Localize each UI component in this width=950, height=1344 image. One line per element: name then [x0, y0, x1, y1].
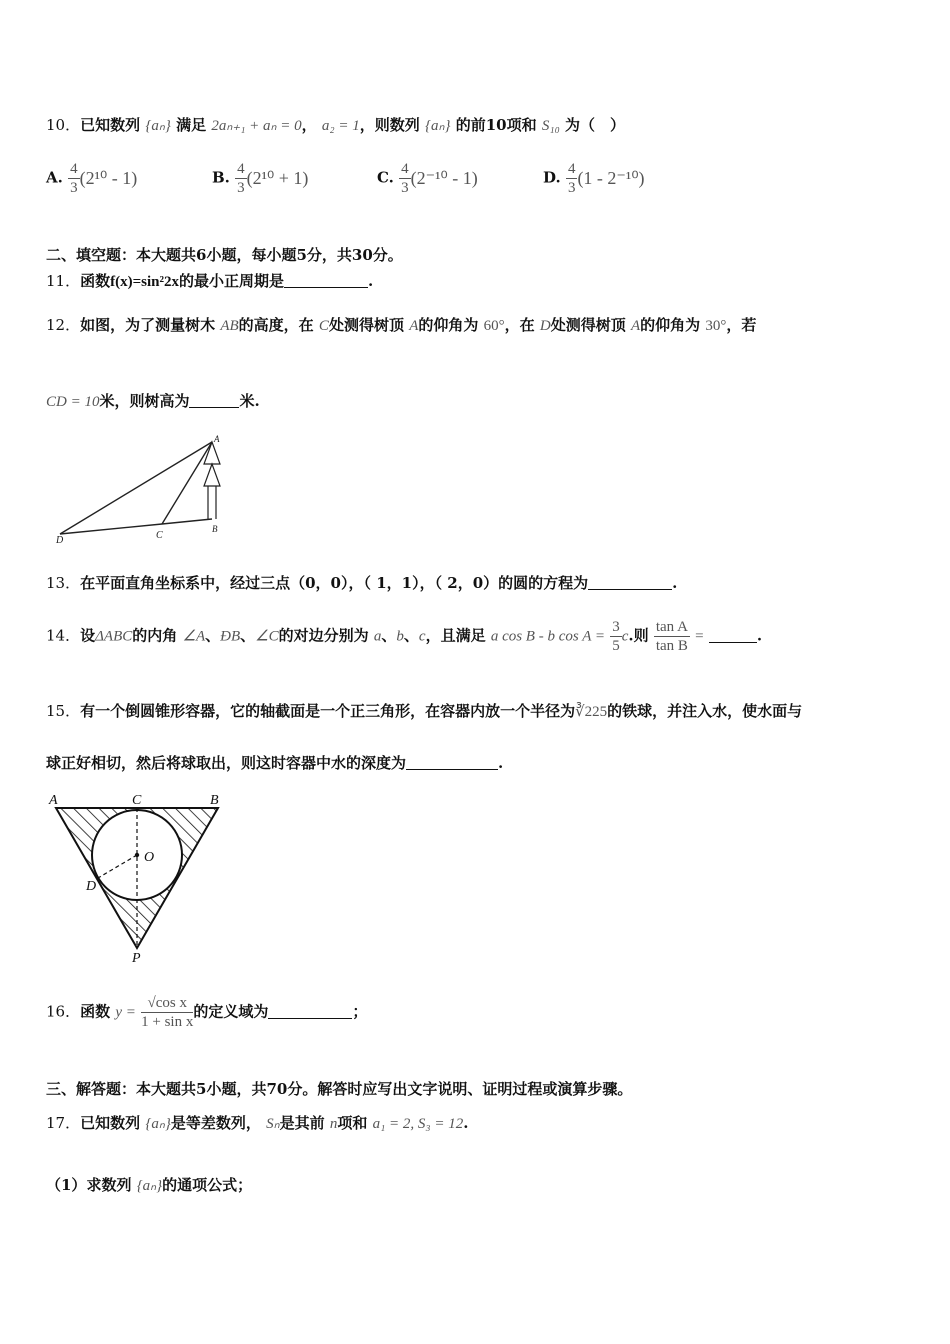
q17-stem: 17．已知数列 {aₙ}是等差数列， Sₙ是其前 n项和 a₁ = 2, S₃ = 12. — [46, 1114, 469, 1132]
answer-blank[interactable] — [284, 273, 368, 288]
fraction: $\frac{4}{3}$ — [70, 161, 78, 196]
fraction-tan-ratio: $\frac{\text{tan A}}{\text{tan B}}$ — [655, 619, 688, 654]
answer-blank[interactable] — [709, 628, 757, 643]
answer-blank[interactable] — [406, 755, 498, 770]
label-p: P — [132, 951, 141, 966]
q13-stem: 13．在平面直角坐标系中，经过三点（0，0），（ 1，1），（ 2，0）的圆的方程为 . — [46, 574, 678, 592]
domain-fraction: $\frac{\text{√cos x}}{\text{1 + sin x}}$ — [141, 995, 194, 1030]
label-b: B — [212, 524, 218, 534]
initial-term: a₂ = 1 — [321, 118, 360, 134]
answer-blank[interactable] — [189, 393, 239, 408]
function-expression: f(x)=sin²2x — [110, 274, 179, 290]
q10-number: 10． — [46, 116, 81, 134]
label-o: O — [144, 850, 155, 865]
radius-value: ∛225 — [575, 704, 608, 720]
label-c: C — [156, 530, 163, 541]
label-b: B — [210, 793, 219, 808]
recurrence: 2aₙ₊₁ + aₙ = 0 — [211, 118, 302, 134]
q15-stem-cont: 球正好相切，然后将球取出，则这时容器中水的深度为 . — [46, 754, 504, 772]
q14-stem: 14．设ΔABC的内角 ∠A、ÐB、∠C的对边分别为 a、b、c，且满足 a cos B - b cos A = $\frac{3}{5}$ c.则 $\frac{\text{tan A}}{\text{tan B}}$ = . — [46, 619, 763, 654]
option-d[interactable]: D. $\frac{4}{3}$ (1 - 2⁻¹⁰) — [543, 161, 645, 196]
cone-cross-section-figure — [40, 788, 240, 968]
q12-stem-cont: CD = 10米，则树高为 米. — [46, 392, 260, 410]
answer-blank[interactable] — [588, 575, 672, 590]
tree-height-figure — [50, 430, 230, 545]
option-b[interactable]: B. $\frac{4}{3}$ (2¹⁰ + 1) — [212, 161, 309, 196]
answer-blank[interactable] — [268, 1004, 352, 1019]
label-c: C — [132, 793, 142, 808]
label-d: D — [56, 535, 64, 545]
label-a: A — [214, 434, 220, 444]
fraction-three-fifths: $\frac{3}{5}$ — [612, 619, 620, 654]
q10-stem: 10．已知数列 {aₙ} 满足 2aₙ₊₁ + aₙ = 0， a₂ = 1，则数列 {aₙ} 的前10项和 S₁₀ 为（ ） — [46, 116, 626, 134]
option-c[interactable]: C. $\frac{4}{3}$ (2⁻¹⁰ - 1) — [377, 161, 478, 196]
section-heading: 二、填空题：本大题共6小题，每小题5分，共30分。 — [46, 246, 403, 264]
fraction: $\frac{4}{3}$ — [567, 161, 576, 196]
section-heading: 三、解答题：本大题共5小题，共70分。解答时应写出文字说明、证明过程或演算步骤。 — [46, 1080, 633, 1098]
q16-stem: 16．函数 y = $\frac{\text{√cos x}}{\text{1 + sin x}}$ 的定义域为 ； — [46, 995, 368, 1030]
q11-stem: 11．函数f(x)=sin²2x的最小正周期是 . — [46, 272, 374, 290]
label-a: A — [49, 793, 58, 808]
label-d: D — [86, 879, 97, 894]
sum-symbol: S₁₀ — [541, 118, 560, 134]
q17-part1: （1）求数列 {aₙ}的通项公式； — [46, 1176, 253, 1194]
given-conditions: a₁ = 2, S₃ = 12 — [372, 1116, 464, 1132]
option-a[interactable]: A. $\frac{4}{3}$ (2¹⁰ - 1) — [46, 161, 138, 196]
q12-stem: 12．如图，为了测量树木 AB的高度，在 C处测得树顶 A的仰角为 60°，在 D处测得树顶 A的仰角为 30°，若 — [46, 316, 757, 334]
seq-symbol: {aₙ} — [145, 118, 171, 134]
fraction: $\frac{4}{3}$ — [237, 161, 245, 196]
q15-stem: 15．有一个倒圆锥形容器，它的轴截面是一个正三角形，在容器内放一个半径为∛225的铁球，并注入水，使水面与 — [46, 702, 803, 720]
fraction: $\frac{4}{3}$ — [401, 161, 409, 196]
